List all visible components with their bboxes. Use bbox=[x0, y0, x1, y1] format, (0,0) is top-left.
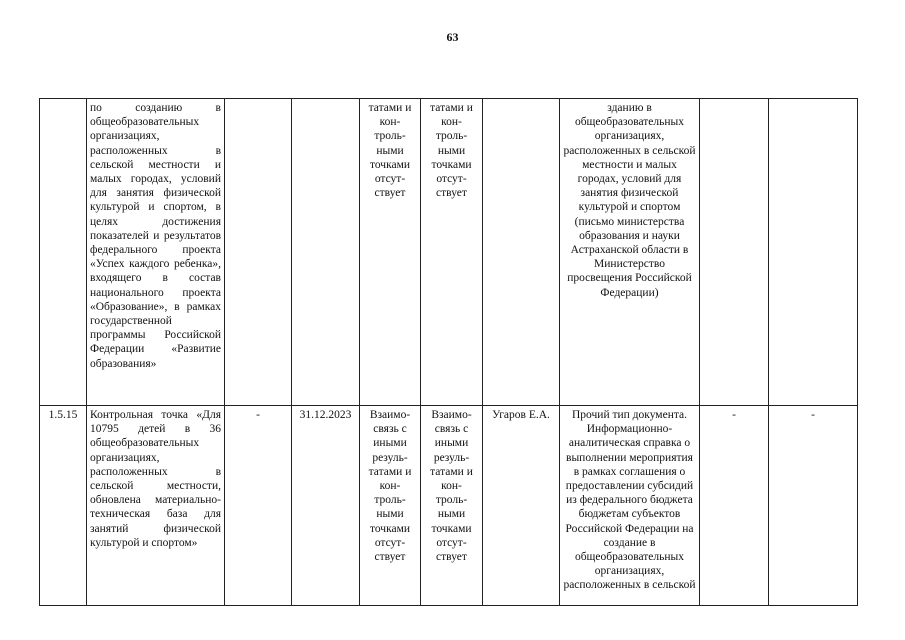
end-date-cell bbox=[292, 99, 360, 406]
table-bottom-border bbox=[39, 605, 857, 606]
responsible-cell: Угаров Е.А. bbox=[483, 406, 560, 607]
prev-link-cell: татами и кон- троль- ными точками отсут- ствует bbox=[360, 99, 421, 406]
next-link-cell: татами и кон- троль- ными точками отсут- ствует bbox=[421, 99, 483, 406]
extra-cell bbox=[769, 99, 858, 406]
level-cell: - bbox=[700, 406, 769, 607]
start-date-cell: - bbox=[225, 406, 292, 607]
document-cell: зданию в общеобразовательных организациях, расположенных в сельской местности и малых городах, условий для занятия физической культурой и спортом (письмо министерства образования и науки Астраханской области в Министерство просвещения Российской Федерации) bbox=[560, 99, 700, 406]
extra-cell: - bbox=[769, 406, 858, 607]
responsible-cell bbox=[483, 99, 560, 406]
plan-table bbox=[39, 98, 858, 606]
table-row bbox=[40, 99, 858, 406]
document-cell: Прочий тип документа. Информационно-аналитическая справка о выполнении мероприятия в рамках соглашения о предоставлении субсидий из федерального бюджета бюджетам субъектов Российской Федерации на создание в общеобразовательных организациях, расположенных в сельской bbox=[560, 406, 700, 607]
prev-link-cell: Взаимо- связь с иными резуль- татами и кон- троль- ными точками отсут- ствует bbox=[360, 406, 421, 607]
row-number-cell bbox=[40, 99, 87, 406]
event-name-cell: Контрольная точка «Для 10795 детей в 36 общеобразовательных организациях, расположенных в сельской местности, обновлена материально-техническая база для занятий физической культурой и спортом» bbox=[87, 406, 225, 607]
level-cell bbox=[700, 99, 769, 406]
next-link-cell: Взаимо- связь с иными резуль- татами и кон- троль- ными точками отсут- ствует bbox=[421, 406, 483, 607]
event-name-cell: по созданию в общеобразовательных организациях, расположенных в сельской местности и малых городах, условий для занятия физической культурой и спортом, в целях достижения показателей и результатов федерального проекта «Успех каждого ребенка», входящего в состав национального проекта «Образование», в рамках государственной программы Российской Федерации «Развитие образования» bbox=[87, 99, 225, 406]
row-number-cell: 1.5.15 bbox=[40, 406, 87, 607]
end-date-cell: 31.12.2023 bbox=[292, 406, 360, 607]
start-date-cell bbox=[225, 99, 292, 406]
page-number: 63 bbox=[446, 30, 459, 44]
table-row bbox=[40, 406, 858, 607]
